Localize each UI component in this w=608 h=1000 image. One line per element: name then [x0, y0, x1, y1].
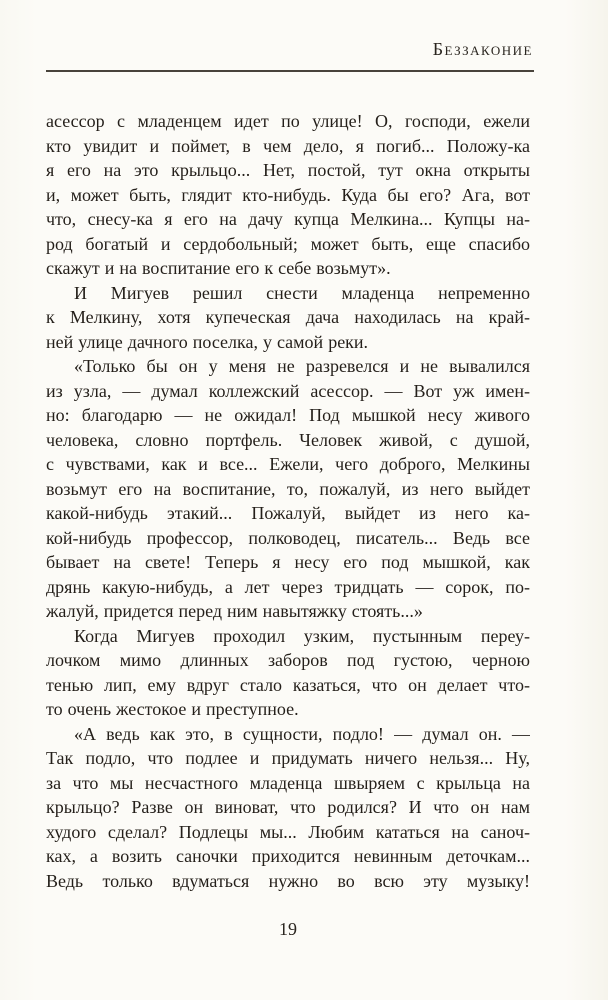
text-line: но: благодарю — не ожидал! Под мышкой несу живого [46, 405, 530, 425]
text-line: «А ведь как это, в сущности, подло! — думал он. — [74, 723, 530, 744]
text-line: кой-нибудь профессор, полководец, писатель... Ведь все [46, 527, 530, 548]
chapter-title: Беззаконие [432, 39, 533, 59]
text-line: ках, а возить саночки приходится невинным деточкам... [46, 846, 530, 866]
text-line: дрянь какую-нибудь, а лет через тридцать — сорок, по- [46, 576, 530, 597]
body-text [46, 109, 530, 893]
text-line: Так подло, что подлее и придумать ничего нельзя... Ну, [46, 748, 530, 768]
text-line: ней улице дачного поселка, у самой реки. [46, 331, 369, 352]
paragraph [46, 109, 530, 281]
paragraph [46, 722, 530, 894]
text-line: из узла, — думал коллежский асессор. — Вот уж имен- [46, 380, 530, 401]
text-line: «Только бы он у меня не разревелся и не вывалился [74, 356, 530, 376]
running-header [46, 38, 533, 60]
text-line: худого сделал? Подлецы мы... Любим кататься на саноч- [46, 821, 530, 842]
text-line: с чувствами, как и все... Ежели, чего доброго, Мелкины [46, 454, 530, 474]
page-number: 19 [279, 919, 297, 939]
text-line: род богатый и сердобольный; может быть, еще спасибо [46, 233, 530, 254]
text-line: бывает на свете! Теперь я несу его под мышкой, как [46, 552, 530, 572]
text-line: что, снесу-ка я его на дачу купца Мелкина... Купцы на- [46, 209, 530, 229]
text-line: за что мы несчастного младенца швыряем с крыльца на [46, 772, 530, 793]
text-line: Когда Мигуев проходил узким, пустынным переу- [74, 625, 530, 646]
paragraph [46, 624, 530, 722]
text-line: кто увидит и поймет, в чем дело, я погиб... Положу-ка [46, 135, 530, 156]
text-line: Ведь только вдуматься нужно во всю эту музыку! [46, 870, 530, 891]
text-line: И Мигуев решил снести младенца непременно [74, 282, 530, 303]
text-line: я его на это крыльцо... Нет, постой, тут окна открыты [46, 160, 530, 180]
paragraph [46, 281, 530, 355]
header-divider [46, 70, 534, 72]
text-line: какой-нибудь этакий... Пожалуй, выйдет из него ка- [46, 503, 530, 523]
text-line: и, может быть, глядит кто-нибудь. Куда бы его? Ага, вот [46, 184, 530, 205]
text-line: жалуй, придется перед ним навытяжку стоять...» [46, 601, 423, 621]
text-line: тенью лип, ему вдруг стало казаться, что он делает что- [46, 674, 530, 695]
paragraph [46, 354, 530, 624]
text-line: то очень жестокое и преступное. [46, 699, 299, 719]
text-line: крыльцо? Разве он виноват, что родился? И что он нам [46, 797, 530, 817]
text-line: лочком мимо длинных заборов под густою, черною [46, 650, 530, 670]
text-line: к Мелкину, хотя купеческая дача находилась на край- [46, 307, 530, 327]
text-line: возьмут его на воспитание, то, пожалуй, из него выйдет [46, 478, 530, 499]
text-line: скажут и на воспитание его к себе возьмут». [46, 258, 391, 278]
text-line: асессор с младенцем идет по улице! О, господи, ежели [46, 111, 530, 131]
text-line: человека, словно портфель. Человек живой, с душой, [46, 429, 530, 450]
